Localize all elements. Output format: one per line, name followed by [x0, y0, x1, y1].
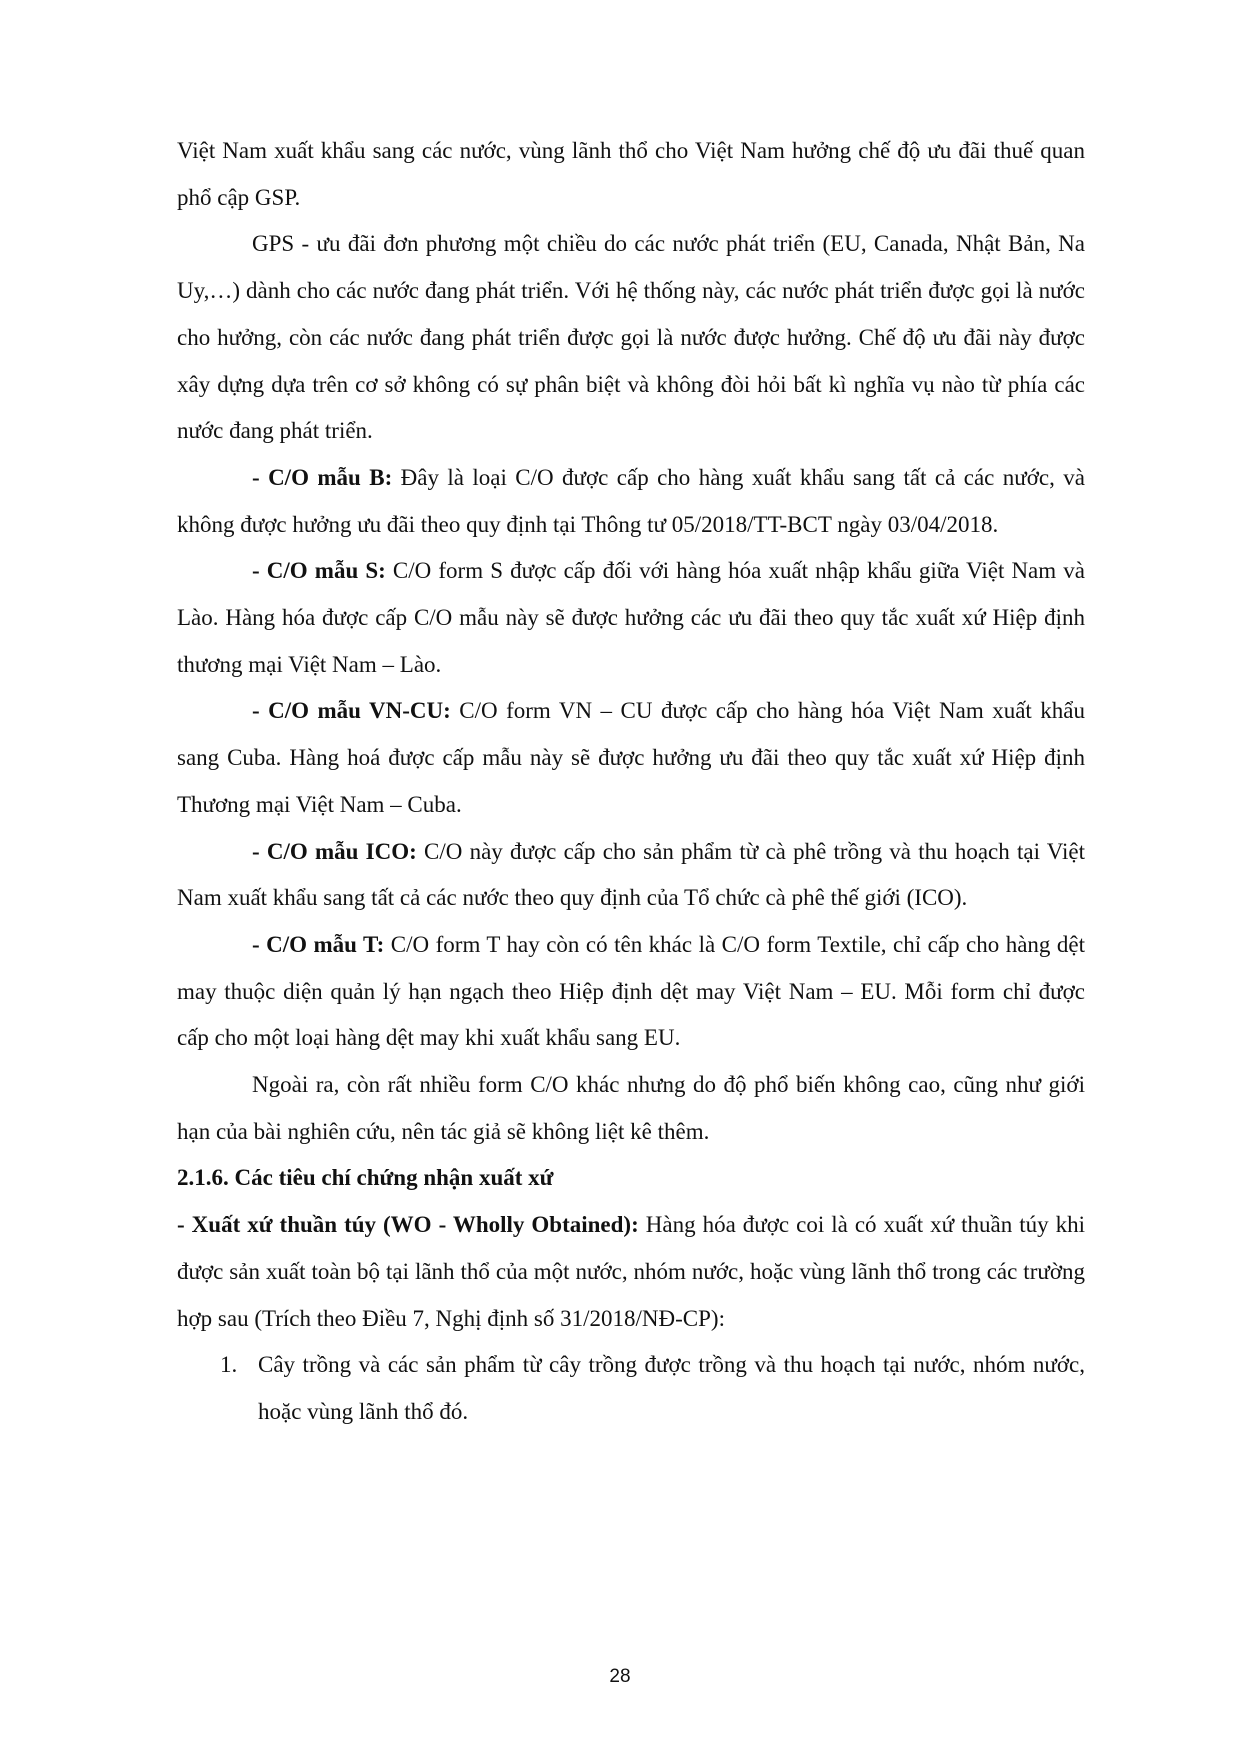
- term-label: - C/O mẫu B:: [252, 464, 393, 490]
- term-label: - C/O mẫu S:: [252, 558, 386, 584]
- list-item: [177, 1342, 1085, 1435]
- paragraph-text: C/O form VN – CU được cấp cho hàng hóa Việt Nam xuất khẩu sang Cuba. Hàng hoá được cấp mẫu này sẽ được hưởng ưu đãi theo quy tắc xuất xứ Hiệp định Thương mại Việt Nam – Cuba.: [177, 698, 1085, 817]
- paragraph-other-forms: [177, 1062, 1085, 1155]
- term-label: - C/O mẫu T:: [252, 931, 385, 957]
- paragraph-text: Hàng hóa được coi là có xuất xứ thuần túy khi được sản xuất toàn bộ tại lãnh thổ của một nước, nhóm nước, hoặc vùng lãnh thổ trong các trường hợp sau (Trích theo Điều 7, Nghị định số 31/2018/NĐ-CP):: [177, 1212, 1085, 1331]
- term-label: - Xuất xứ thuần túy (WO - Wholly Obtained):: [177, 1212, 639, 1238]
- paragraph-text: GPS - ưu đãi đơn phương một chiều do các nước phát triển (EU, Canada, Nhật Bản, Na Uy,…) dành cho các nước đang phát triển. Với hệ thống này, các nước phát triển được gọi là nước cho hưởng, còn các nước đang phát triển được gọi là nước được hưởng. Chế độ ưu đãi này được xây dựng dựa trên cơ sở không có sự phân biệt và không đòi hỏi bất kì nghĩa vụ nào từ phía các nước đang phát triển.: [177, 231, 1085, 444]
- paragraph-text: C/O form T hay còn có tên khác là C/O form Textile, chỉ cấp cho hàng dệt may thuộc diện quản lý hạn ngạch theo Hiệp định dệt may Việt Nam – EU. Mỗi form chỉ được cấp cho một loại hàng dệt may khi xuất khẩu sang EU.: [177, 931, 1085, 1051]
- paragraph-text: Việt Nam xuất khẩu sang các nước, vùng lãnh thổ cho Việt Nam hưởng chế độ ưu đãi thuế quan phổ cập GSP.: [177, 138, 1085, 210]
- page-number: 28: [609, 1666, 631, 1687]
- paragraph-text: Ngoài ra, còn rất nhiều form C/O khác nhưng do độ phổ biến không cao, cũng như giới hạn của bài nghiên cứu, nên tác giả sẽ không liệt kê thêm.: [177, 1072, 1085, 1144]
- paragraph-co-form-s: [177, 548, 1085, 688]
- list-item-text: Cây trồng và các sản phẩm từ cây trồng được trồng và thu hoạch tại nước, nhóm nước, hoặc vùng lãnh thổ đó.: [258, 1352, 1085, 1424]
- list-number: 1.: [220, 1352, 238, 1378]
- paragraph-gps: [177, 221, 1085, 455]
- document-page: [177, 128, 1085, 1436]
- paragraph-text: C/O form S được cấp đối với hàng hóa xuất nhập khẩu giữa Việt Nam và Lào. Hàng hóa được cấp C/O mẫu này sẽ được hưởng các ưu đãi theo quy tắc xuất xứ Hiệp định thương mại Việt Nam – Lào.: [177, 558, 1085, 677]
- paragraph-co-form-vn-cu: [177, 688, 1085, 828]
- term-label: - C/O mẫu VN-CU:: [252, 698, 451, 724]
- section-heading: 2.1.6. Các tiêu chí chứng nhận xuất xứ: [177, 1165, 554, 1191]
- paragraph-co-form-ico: [177, 829, 1085, 922]
- paragraph-wholly-obtained: [177, 1202, 1085, 1342]
- paragraph-text: C/O này được cấp cho sản phẩm từ cà phê trồng và thu hoạch tại Việt Nam xuất khẩu sang tất cả các nước theo quy định của Tổ chức cà phê thế giới (ICO).: [177, 838, 1085, 911]
- term-label: - C/O mẫu ICO:: [252, 838, 417, 864]
- paragraph-gsp-continuation: [177, 128, 1085, 221]
- paragraph-text: Đây là loại C/O được cấp cho hàng xuất khẩu sang tất cả các nước, và không được hưởng ưu đãi theo quy định tại Thông tư 05/2018/TT-BCT ngày 03/04/2018.: [177, 464, 1085, 537]
- paragraph-co-form-b: [177, 455, 1085, 548]
- paragraph-co-form-t: [177, 922, 1085, 1062]
